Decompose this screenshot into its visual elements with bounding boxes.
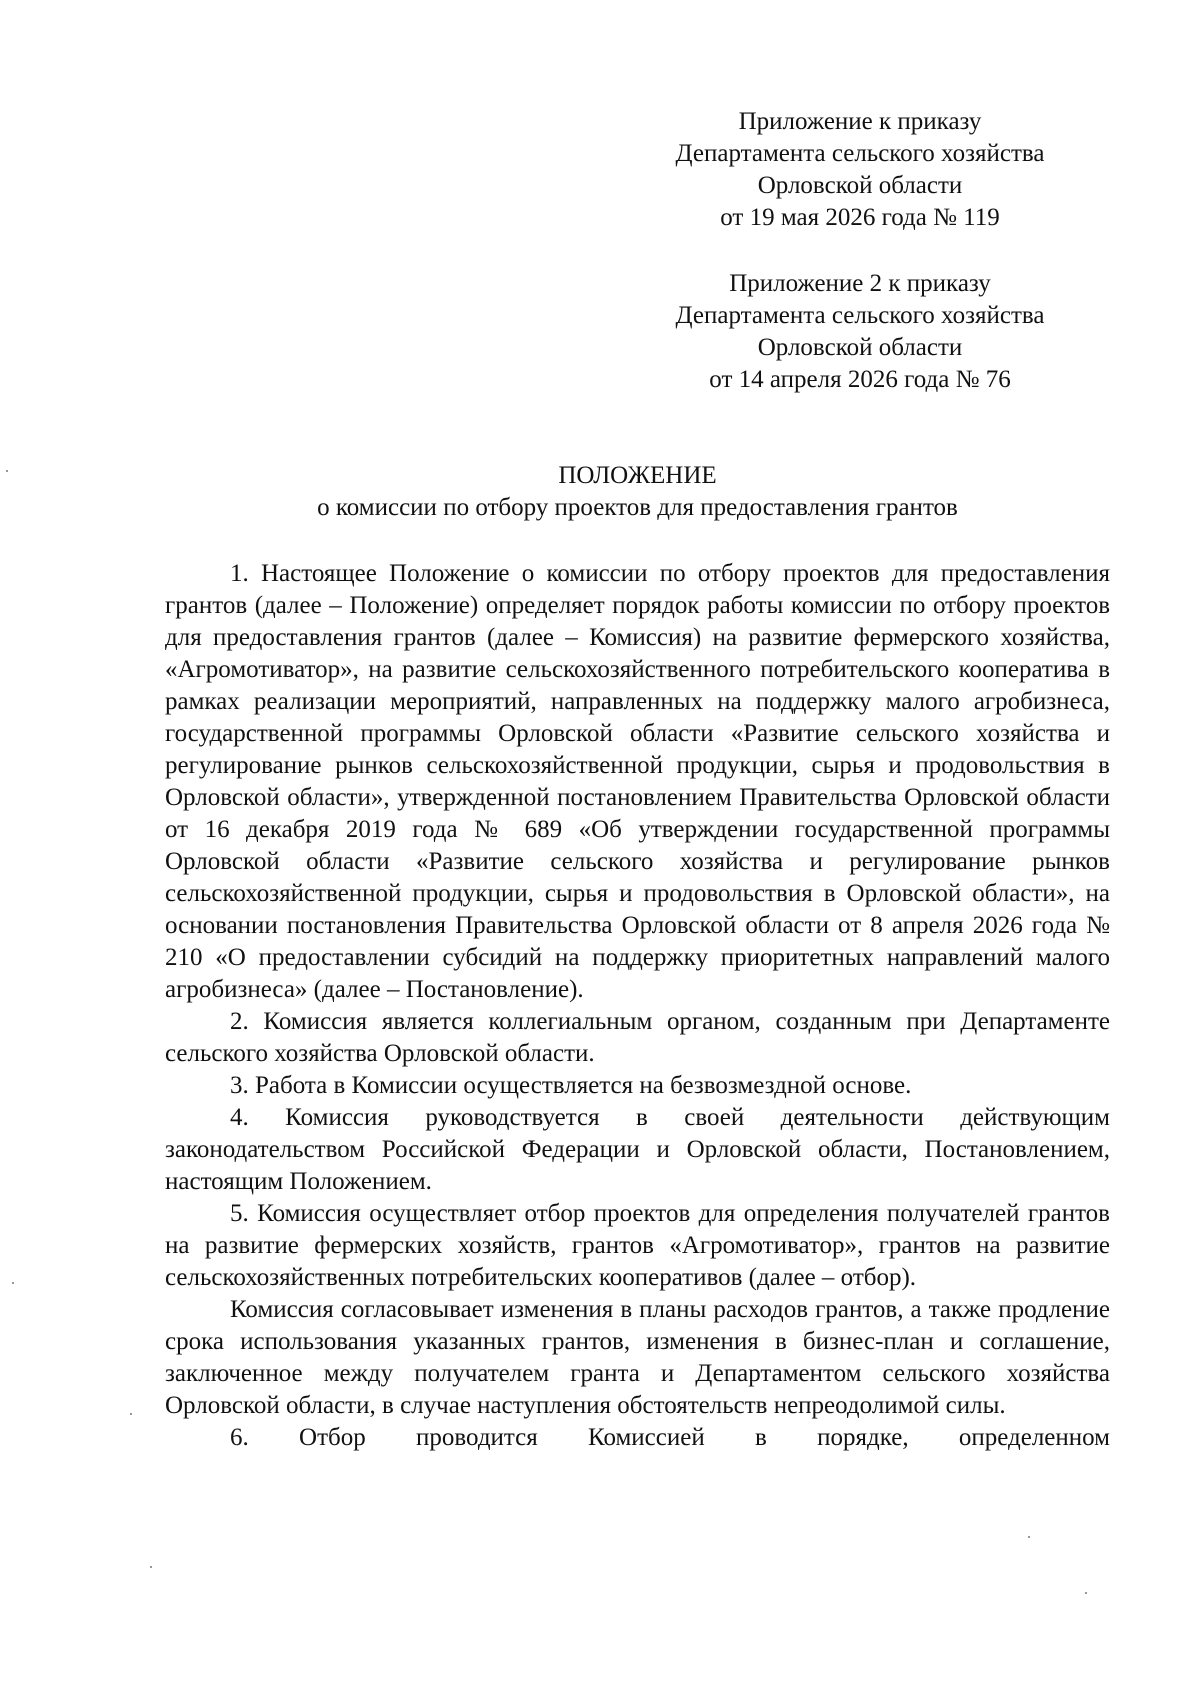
document-subtitle: о комиссии по отбору проектов для предоставления грантов xyxy=(317,494,958,521)
appendix-header-2-line-2: Департамента сельского хозяйства xyxy=(675,302,1045,329)
appendix-header-2 xyxy=(620,268,1100,396)
scan-speck xyxy=(6,470,8,472)
paragraph-1: 1. Настоящее Положение о комиссии по отбору проектов для предоставления грантов (далее – Положение) определяет порядок работы комиссии по отбору проектов для предоставления грантов (далее – Комиссия) на развитие фермерского хозяйства, «Агромотиватор», на развитие сельскохозяйственного потребительского кооператива в рамках реализации мероприятий, направленных на поддержку малого агробизнеса, государственной программы Орловской области «Развитие сельского хозяйства и регулирование рынков сельскохозяйственной продукции, сырья и продовольствия в Орловской области», утвержденной постановлением Правительства Орловской области от 16 декабря 2019 года № 689 «Об утверждении государственной программы Орловской области «Развитие сельского хозяйства и регулирование рынков сельскохозяйственной продукции, сырья и продовольствия в Орловской области», на основании постановления Правительства Орловской области от 8 апреля 2026 года № 210 «О предоставлении субсидий на поддержку приоритетных направлений малого агробизнеса» (далее – Постановление). xyxy=(165,560,1110,1003)
document-title: ПОЛОЖЕНИЕ xyxy=(558,462,717,489)
paragraph-5: 5. Комиссия осуществляет отбор проектов для определения получателей грантов на развитие фермерских хозяйств, грантов «Агромотиватор», грантов на развитие сельскохозяйственных потребительских кооперативов (далее – отбор). xyxy=(165,1200,1110,1291)
appendix-header-2-line-3: Орловской области xyxy=(757,334,963,361)
scan-speck xyxy=(130,1413,132,1415)
scan-speck xyxy=(12,1282,14,1284)
document-title-block xyxy=(165,460,1110,524)
paragraph-6: 6. Отбор проводится Комиссией в порядке, определенном xyxy=(230,1424,1110,1451)
appendix-header-2-line-1: Приложение 2 к приказу xyxy=(729,270,991,297)
paragraph-4: 4. Комиссия руководствуется в своей деятельности действующим законодательством Российской Федерации и Орловской области, Постановлением, настоящим Положением. xyxy=(165,1104,1110,1195)
appendix-header-1-line-4: от 19 мая 2026 года № 119 xyxy=(720,204,1000,231)
appendix-header-2-line-4: от 14 апреля 2026 года № 76 xyxy=(709,366,1011,393)
paragraph-5-continued: Комиссия согласовывает изменения в планы расходов грантов, а также продление срока использования указанных грантов, изменения в бизнес-план и соглашение, заключенное между получателем гранта и Департаментом сельского хозяйства Орловской области, в случае наступления обстоятельств непреодолимой силы. xyxy=(165,1296,1110,1419)
appendix-header-1-line-1: Приложение к приказу xyxy=(738,108,982,135)
document-body xyxy=(165,558,1110,1454)
paragraph-3: 3. Работа в Комиссии осуществляется на безвозмездной основе. xyxy=(230,1072,912,1099)
appendix-header-1-line-3: Орловской области xyxy=(757,172,963,199)
scan-speck xyxy=(150,1566,152,1568)
appendix-header-1 xyxy=(620,106,1100,234)
paragraph-2: 2. Комиссия является коллегиальным органом, созданным при Департаменте сельского хозяйства Орловской области. xyxy=(165,1008,1110,1067)
scan-speck xyxy=(1085,1592,1087,1594)
appendix-header-1-line-2: Департамента сельского хозяйства xyxy=(675,140,1045,167)
scan-speck xyxy=(1028,1536,1030,1538)
